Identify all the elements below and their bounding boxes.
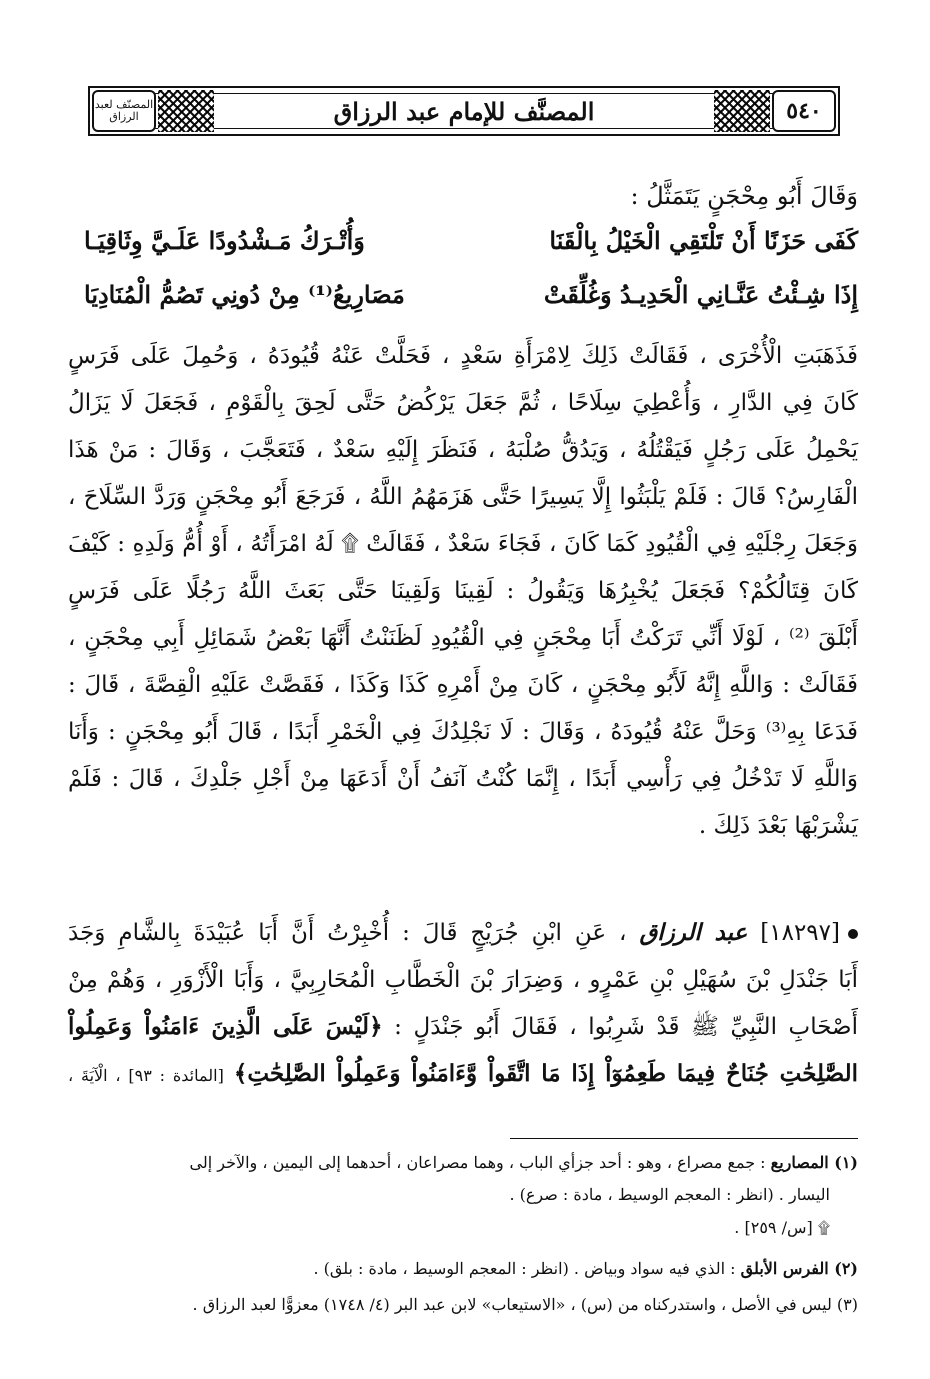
hadith-bullet <box>848 929 858 939</box>
quran-reference: [المائدة : ٩٣] ، الْآيَةَ ، <box>68 1066 224 1085</box>
paragraph2-line-3 <box>68 1007 858 1047</box>
header-logo-cartouche: المصنّف لعبد الرزاق <box>92 90 156 132</box>
paragraph1-line-4: الْفَارِسُ؟ قَالَ : فَلَمْ يَلْبَثُوا إِلَّا يَسِيرًا حَتَّى هَزَمَهُمُ اللَّهُ ، فَرَجَعَ أَبُو مِحْجَنٍ وَرَدَّ السِّلَاحَ ، <box>68 484 858 510</box>
page-header <box>88 86 840 136</box>
intro-line: وَقَالَ أَبُو مِحْجَنٍ يَتَمَثَّلُ : <box>630 182 858 210</box>
paragraph1-line-9: فَدَعَا بِهِ⁽³⁾ وَحَلَّ عَنْهُ قُيُودَهُ ، وَقَالَ : لَا نَجْلِدُكَ فِي الْخَمْرِ أَبَدًا ، قَالَ أَبُو مِحْجَنٍ : وَأَنَا <box>68 719 858 745</box>
paragraph1-line-8: فَقَالَتْ : وَاللَّهِ إِنَّهُ لَأَبُو مِحْجَنٍ ، كَانَ مِنْ أَمْرِهِ كَذَا وَكَذَا ، فَقَصَّتْ عَلَيْهِ الْقِصَّةَ ، قَالَ : <box>68 672 858 698</box>
verse-2-left: مَصَارِيعُ⁽¹⁾ مِنْ دُونِي تَصُمُّ الْمُنَادِيَا <box>84 280 405 309</box>
paragraph2-line-1 <box>68 913 858 953</box>
paragraph1-line-5: وَجَعَلَ رِجْلَيْهِ فِي الْقُيُودِ كَمَا كَانَ ، فَجَاءَ سَعْدٌ ، فَقَالَتْ ۩ لَهُ امْرَأَتُهُ ، أَوْ أُمُّ وَلَدِهِ : كَيْفَ <box>68 531 858 557</box>
footnote-3: (٣) ليس في الأصل ، واستدركناه من (س) ، «الاستيعاب» لابن عبد البر (٤/ ١٧٤٨) معزوًّا لعبد الرزاق . <box>192 1295 858 1314</box>
footnote-page-marker: ۩ [س/ ٢٥٩] . <box>734 1218 830 1237</box>
paragraph2-line-1-text: ، عَنِ ابْنِ جُرَيْجٍ قَالَ : أُخْبِرْتُ أَنَّ أَبَا عُبَيْدَةَ بِالشَّامِ وَجَدَ <box>68 920 627 946</box>
paragraph1-line-1: فَذَهَبَتِ الْأُخْرَى ، فَقَالَتْ ذَلِكَ لِامْرَأَةِ سَعْدٍ ، فَحَلَّتْ عَنْهُ قُيُودَهُ ، وَحُمِلَ عَلَى فَرَسٍ <box>68 343 858 369</box>
narrator-name: عبد الرزاق <box>639 919 748 946</box>
header-ornament-right <box>714 90 770 132</box>
footnote-1-text: : جمع مصراع ، وهو : أحد جزأي الباب ، وهما مصراعان ، أحدهما إلى اليمين ، والآخر إلى <box>189 1153 766 1172</box>
paragraph2-line-2: أَبَا جَنْدَلِ بْنَ سُهَيْلِ بْنِ عَمْرٍو ، وَضِرَارَ بْنَ الْخَطَّابِ الْمُحَارِبِيَّ ، وَأَبَا الْأَزْوَرِ ، وَهُمْ مِنْ <box>68 967 858 993</box>
paragraph2-line-3-text: أَصْحَابِ النَّبِيِّ ﷺ قَدْ شَرِبُوا ، فَقَالَ أَبُو جَنْدَلٍ : <box>394 1014 858 1040</box>
paragraph1-line-11: يَشْرَبْهَا بَعْدَ ذَلِكَ . <box>698 813 858 839</box>
paragraph1-line-6: كَانَ قِتَالُكُمْ؟ فَجَعَلَ يُخْبِرُهَا وَيَقُولُ : لَقِينَا وَلَقِينَا حَتَّى بَعَثَ اللَّهُ رَجُلًا عَلَى فَرَسٍ <box>68 578 858 604</box>
paragraph1-line-7: أَبْلَقَ ⁽²⁾ ، لَوْلَا أَنِّي تَرَكْتُ أَبَا مِحْجَنٍ فِي الْقُيُودِ لَظَنَنْتُ أَنَّهَا بَعْضُ شَمَائِلِ أَبِي مِحْجَنٍ ، <box>68 625 858 651</box>
verse-2-right: إِذَا شِـئْتُ عَنَّـانِي الْحَدِيـدُ وَغُلِّقَتْ <box>543 280 858 309</box>
footnote-1-cont: اليسار . (انظر : المعجم الوسيط ، مادة : صرع) . <box>509 1185 830 1204</box>
hadith-number: [١٨٢٩٧] <box>760 920 840 946</box>
page-number: ٥٤٠ <box>772 90 836 132</box>
paragraph1-line-2: كَانَ فِي الدَّارِ ، وَأُعْطِيَ سِلَاحًا ، ثُمَّ جَعَلَ يَرْكُضُ حَتَّى لَحِقَ بِالْقَوْمِ ، فَجَعَلَ لَا يَزَالُ <box>68 390 858 416</box>
quran-quote-start: ﴿لَيْسَ عَلَى الَّذِينَ ءَامَنُواْ وَعَمِلُواْ <box>68 1013 383 1040</box>
verse-1-left: وَأُتْـرَكُ مَـشْدُودًا عَلَـيَّ وِثَاقِيَـا <box>84 226 365 255</box>
footnote-separator <box>510 1138 858 1139</box>
paragraph1-line-10: وَاللَّهِ لَا تَدْخُلُ فِي رَأْسِي أَبَدًا ، إِنَّمَا كُنْتُ آنَفُ أَنْ أَدَعَهَا مِنْ أَجْلِ جَلْدِكَ ، قَالَ : فَلَمْ <box>68 766 858 792</box>
footnote-1-label: (١) المصاريع <box>770 1153 858 1172</box>
book-title: المصنَّف للإمام عبد الرزاق <box>333 96 595 126</box>
paragraph1-line-3: يَحْمِلُ عَلَى رَجُلٍ فَيَقْتُلُهُ ، وَيَدُقُّ صُلْبَهُ ، فَنَظَرَ إِلَيْهِ سَعْدٌ ، فَتَعَجَّبَ ، وَقَالَ : مَنْ هَذَا <box>68 437 858 463</box>
quran-quote-end: الصَّٰلِحَٰتِ جُنَاحٌ فِيمَا طَعِمُوٓاْ إِذَا مَا اتَّقَواْ وَّءَامَنُواْ وَعَمِلُواْ الصَّٰلِحَٰتِ﴾ <box>233 1060 858 1087</box>
header-ornament-left <box>158 90 214 132</box>
paragraph2-line-4 <box>68 1054 858 1096</box>
footnote-2-text: : الذي فيه سواد وبياض . (انظر : المعجم الوسيط ، مادة : بلق) . <box>313 1259 736 1278</box>
footnote-2-label: (٢) الفرس الأبلق <box>740 1259 858 1278</box>
footnote-1 <box>190 1150 858 1176</box>
footnote-2 <box>313 1256 858 1282</box>
verse-1-right: كَفَى حَزَنًا أَنْ تَلْتَقِي الْخَيْلُ بِالْقَنَا <box>549 226 858 255</box>
